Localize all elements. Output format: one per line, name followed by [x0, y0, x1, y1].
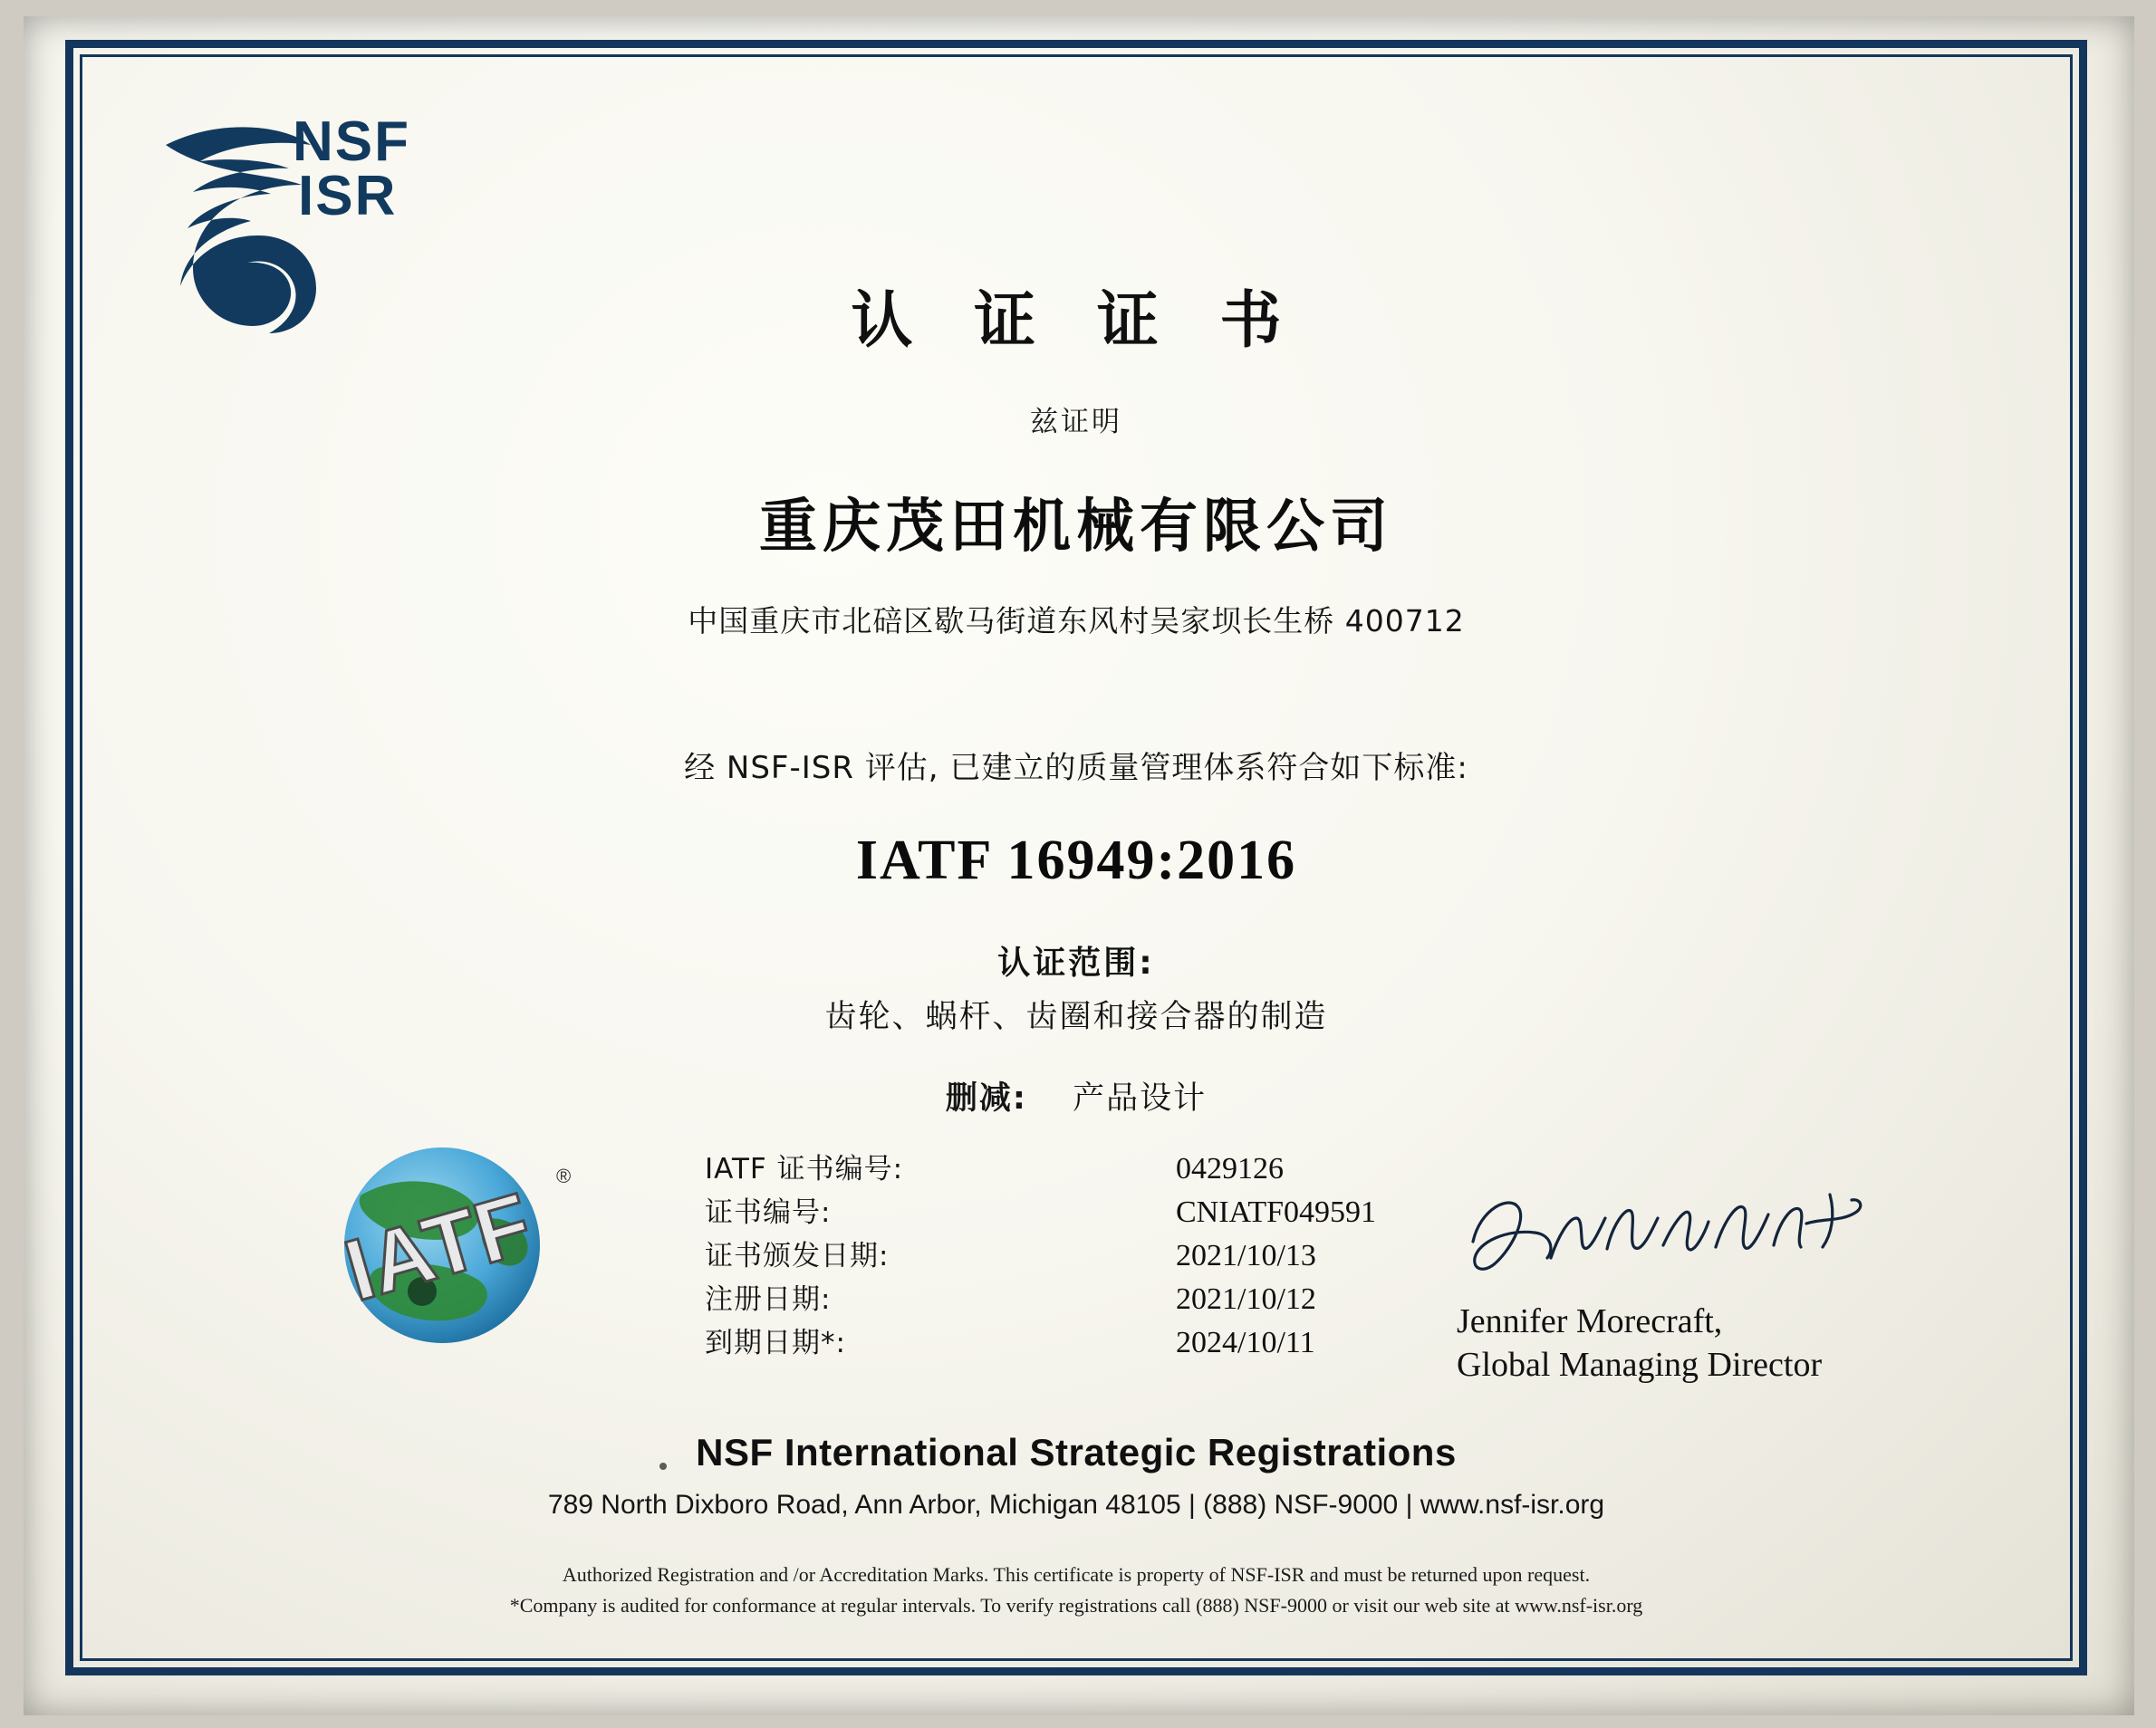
signature-mark — [1457, 1182, 1882, 1291]
detail-value: 2021/10/13 — [1176, 1239, 1316, 1272]
detail-value: 2021/10/12 — [1176, 1282, 1316, 1316]
table-row — [705, 1276, 1448, 1320]
exclusion-line — [80, 1073, 2073, 1118]
detail-value: 2024/10/11 — [1176, 1326, 1315, 1359]
nsf-isr-wordmark — [293, 110, 410, 227]
standard-name: IATF 16949:2016 — [855, 830, 1297, 891]
scope-label: 认证范围: — [997, 945, 1155, 982]
signatory-title: Global Managing Director — [1457, 1346, 1823, 1384]
svg-text:IATF: IATF — [334, 1175, 542, 1320]
iatf-logo — [324, 1132, 596, 1358]
nsf-logo-line1: NSF — [293, 110, 410, 173]
detail-label: IATF 证书编号: — [705, 1153, 904, 1186]
detail-label: 到期日期*: — [705, 1327, 846, 1359]
detail-value: 0429126 — [1176, 1152, 1284, 1186]
certificate-title: 认 证 证 书 — [851, 285, 1302, 357]
iatf-globe-icon — [324, 1132, 596, 1358]
certificate-subtitle: 兹证明 — [1030, 406, 1122, 438]
footer-fine-print-1: Authorized Registration and /or Accreditation Marks. This certificate is property of NSF-ISR and must be returned upon request. — [562, 1563, 1591, 1586]
table-row — [705, 1233, 1448, 1276]
company-name: 重庆茂田机械有限公司 — [759, 494, 1393, 561]
scope-text: 齿轮、蜗杆、齿圈和接合器的制造 — [824, 999, 1328, 1035]
detail-label: 证书编号: — [705, 1196, 832, 1229]
handwritten-signature-icon — [1457, 1182, 1882, 1291]
table-row — [705, 1320, 1448, 1363]
exclusion-label: 删减: — [945, 1080, 1027, 1117]
company-address: 中国重庆市北碚区歇马街道东风村吴家坝长生桥 400712 — [688, 603, 1465, 638]
paper-speck — [659, 1463, 667, 1470]
nsf-logo-line2: ISR — [298, 165, 398, 227]
certificate-details-table — [705, 1146, 1448, 1363]
table-row — [705, 1146, 1448, 1189]
svg-text:®: ® — [556, 1165, 572, 1187]
detail-value: CNIATF049591 — [1176, 1195, 1377, 1229]
exclusion-text: 产品设计 — [1073, 1080, 1208, 1117]
signatory-name: Jennifer Morecraft, — [1457, 1302, 1723, 1340]
certificate-content — [80, 54, 2073, 1661]
footer-address: 789 North Dixboro Road, Ann Arbor, Michigan 48105 | (888) NSF-9000 | www.nsf-isr.org — [547, 1490, 1605, 1520]
detail-label: 证书颁发日期: — [705, 1240, 890, 1272]
table-row — [705, 1189, 1448, 1233]
detail-label: 注册日期: — [705, 1283, 832, 1316]
signatory-block — [1457, 1300, 1882, 1387]
footer-organization: NSF International Strategic Registrations — [696, 1431, 1457, 1474]
footer-fine-print-2: *Company is audited for conformance at regular intervals. To verify registrations call (888) NSF-9000 or visit our web site at www.nsf-isr.org — [509, 1594, 1643, 1617]
assessment-statement: 经 NSF-ISR 评估, 已建立的质量管理体系符合如下标准: — [684, 750, 1468, 786]
